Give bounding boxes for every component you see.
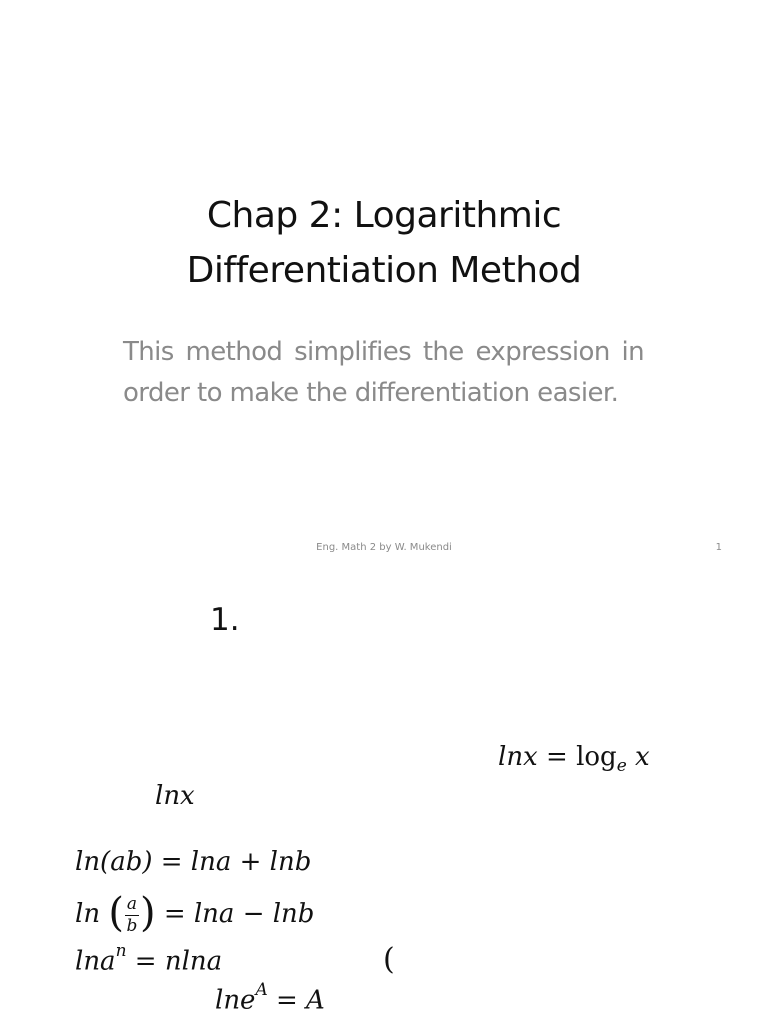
open-paren: ( <box>383 942 395 977</box>
page-number: 1 <box>715 542 722 553</box>
eq-power-exp: n <box>115 941 127 961</box>
equation-quotient-rule <box>75 892 314 938</box>
equation-lnx: lnx <box>155 781 195 811</box>
eq-log-base: e <box>616 756 627 777</box>
eq-equals: = <box>537 742 577 772</box>
left-paren: ( <box>108 890 124 936</box>
slide-title-line-1: Chap 2: Logarithmic <box>206 195 562 236</box>
fraction-numerator: a <box>126 893 137 914</box>
slide-footer: Eng. Math 2 by W. Mukendi <box>316 542 452 553</box>
equation-product-rule: ln(ab) = lna + lnb <box>75 847 312 877</box>
right-paren: ) <box>139 890 156 936</box>
eq-ln: ln <box>75 899 101 929</box>
equation-lnx-definition <box>498 742 650 776</box>
eq-power-rest: = nlna <box>126 946 223 977</box>
equation-power-rule <box>75 941 223 977</box>
eq-exp-base: lne <box>215 985 256 1016</box>
eq-quotient-rest: = lna − lnb <box>163 899 315 929</box>
list-number: 1. <box>210 602 240 638</box>
eq-lhs: lnx <box>498 742 538 772</box>
eq-exp-rest: = A <box>267 985 325 1016</box>
eq-log: log <box>576 742 617 772</box>
eq-power-base: lna <box>75 946 116 977</box>
eq-exp-exp: A <box>255 980 268 1000</box>
slide-2 <box>0 576 768 1024</box>
equation-exp-rule <box>215 980 325 1016</box>
slide-title <box>0 188 768 298</box>
fraction <box>125 895 139 936</box>
slide-subtitle: This method simplifies the expression in order to make the differentiation easier. <box>123 337 644 408</box>
slide-title-line-2: Differentiation Method <box>186 250 582 291</box>
fraction-denominator: b <box>126 915 138 936</box>
eq-log-arg: x <box>626 742 650 772</box>
